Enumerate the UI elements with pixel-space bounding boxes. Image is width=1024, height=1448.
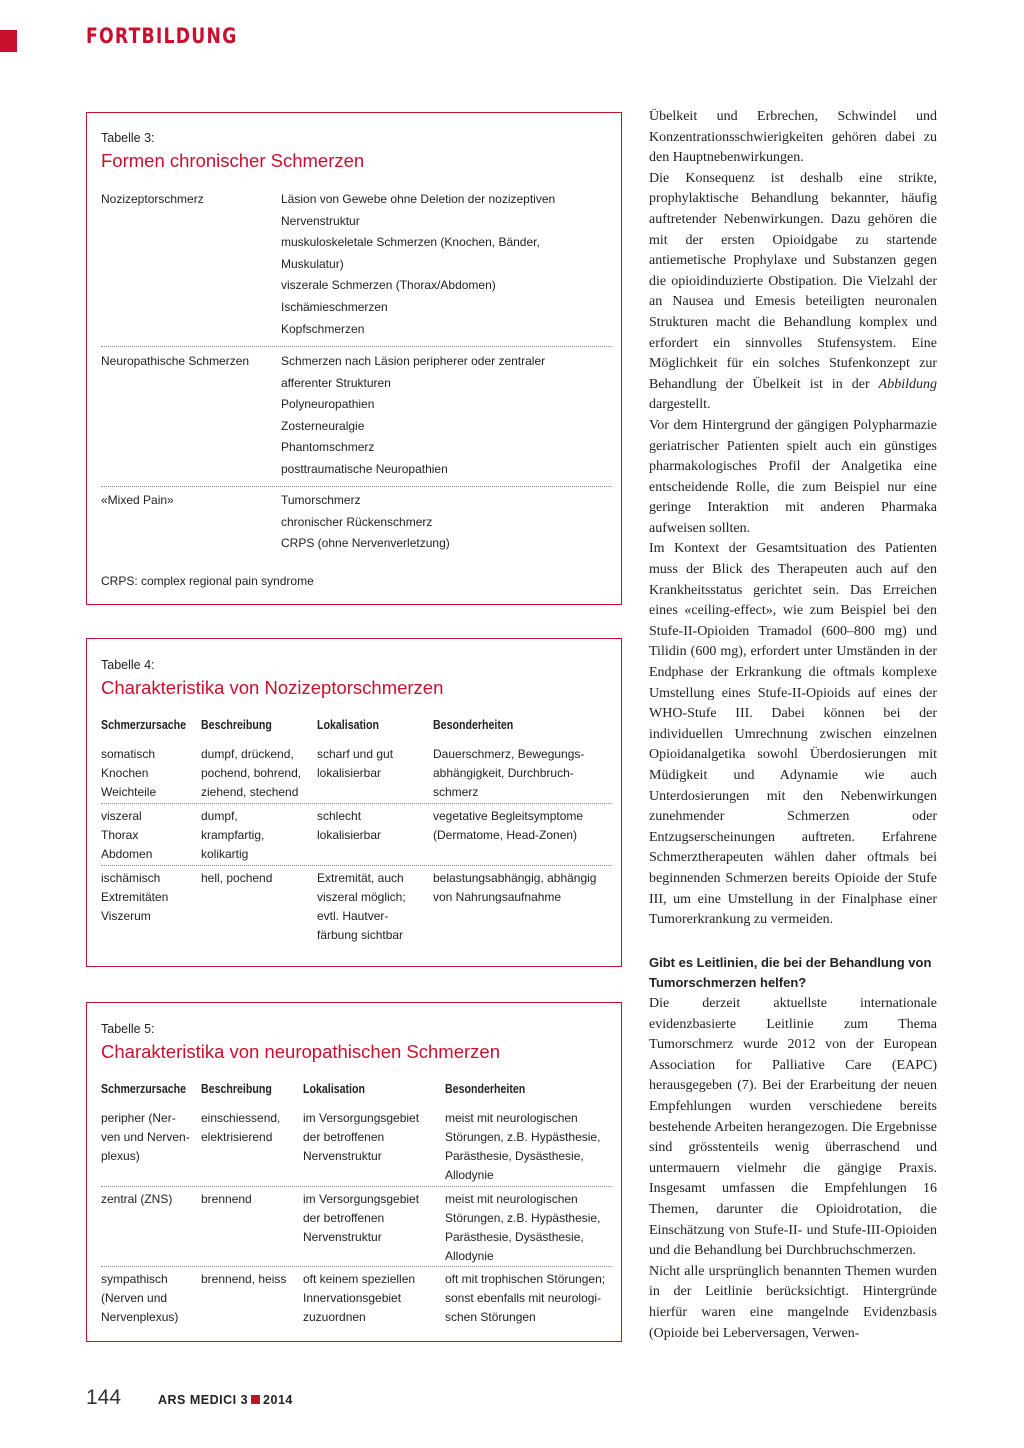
row-category: Nozizeptorschmerz xyxy=(101,192,204,206)
table-3-footnote: CRPS: complex regional pain syndrome xyxy=(101,574,314,588)
column-header: Beschreibung xyxy=(201,1082,272,1096)
cell-line: evtl. Hautver- xyxy=(317,909,389,923)
cell-line: schen Störungen xyxy=(445,1310,536,1324)
row-line: Polyneuropathien xyxy=(281,397,375,412)
cell-line: vegetative Begleitsymptome xyxy=(433,809,584,823)
column-header: Lokalisation xyxy=(303,1082,365,1096)
row-line: Schmerzen nach Läsion peripherer oder zentraler xyxy=(281,354,546,368)
table-4-box xyxy=(86,638,622,967)
cell-line: färbung sichtbar xyxy=(317,928,404,942)
cell-line: brennend, heiss xyxy=(201,1272,287,1286)
table-cell xyxy=(433,807,583,845)
cell-line: oft keinem speziellen xyxy=(303,1272,416,1286)
body-paragraph: Übelkeit und Erbrechen, Schwindel und Konzentrationsschwierigkeiten gehören dabei zu den Hauptnebenwirkungen. xyxy=(649,109,937,166)
table-3-box xyxy=(86,112,622,605)
cell-line: plexus) xyxy=(101,1149,140,1163)
cell-line: (Dermatome, Head-Zonen) xyxy=(433,828,578,842)
table-3-label: Tabelle 3: xyxy=(101,131,155,145)
table-cell xyxy=(303,1270,415,1327)
cell-line: Dauerschmerz, Bewegungs- xyxy=(433,747,585,761)
cell-line: Innervationsgebiet xyxy=(303,1291,402,1305)
cell-line: viszeral möglich; xyxy=(317,890,406,904)
table-cell xyxy=(201,1109,280,1147)
cell-line: Knochen xyxy=(101,766,149,780)
journal-name: ARS MEDICI 3 xyxy=(158,1393,249,1407)
separator-square xyxy=(251,1395,260,1404)
cell-line: somatisch xyxy=(101,747,156,761)
table-cell xyxy=(101,745,156,802)
cell-line: kolikartig xyxy=(201,847,249,861)
table-cell xyxy=(101,1190,172,1209)
section-subheading: Gibt es Leitlinien, die bei der Behandlung von Tumorschmerzen helfen? xyxy=(649,955,932,990)
row-line: afferenter Strukturen xyxy=(281,375,391,390)
row-lines xyxy=(281,189,555,340)
row-divider xyxy=(101,486,611,487)
cell-line: Thorax xyxy=(101,828,139,842)
cell-line: viszeral xyxy=(101,809,142,823)
row-divider xyxy=(101,803,611,804)
row-lines xyxy=(281,351,545,481)
section-marker xyxy=(0,30,17,52)
row-line: Tumorschmerz xyxy=(281,493,361,507)
table-cell xyxy=(445,1190,600,1266)
table-4-title: Charakteristika von Nozizeptorschmerzen xyxy=(101,677,444,698)
row-line: viszerale Schmerzen (Thorax/Abdomen) xyxy=(281,278,496,293)
table-cell xyxy=(445,1109,600,1185)
cell-line: zentral (ZNS) xyxy=(101,1192,173,1206)
table-cell xyxy=(101,807,152,864)
cell-line: Störungen, z.B. Hypästhesie, xyxy=(445,1211,601,1225)
cell-line: Parästhesie, Dysästhesie, xyxy=(445,1149,584,1163)
table-cell xyxy=(433,869,596,907)
body-paragraph: Im Kontext der Gesamtsituation des Patienten muss der Blick des Therapeuten auch auf den Krankheitsstatus gerichtet sein. Das Erreichen eines «ceiling-effect», wie zum Beispiel bei den Stufe-II-Opioiden Tramadol (600–800 mg) und Tilidin (600 mg), erfordert unter Umständen in der Endphase der Erkrankung die oftmals komplexe Umstellung eines Stufe-II-Opioids auf eines der WHO-Stufe III. Dabei können bei der individuellen Umrechnung zwischen einzelnen Opioidanalgetika sowohl Überdosierungen mit Müdigkeit und Adynamie wie auch Unterdosierungen mit den Nebenwirkungen zunehmender Schmerzen oder Entzugserscheinungen auftreten. Erfahrene Schmerztherapeuten wählen daher oftmals bei beginnenden Schmerzen bereits Opioide der Stufe III, um eine Umstellung in der Finalphase einer Tumorerkrankung zu vermeiden. xyxy=(649,541,937,928)
cell-line: brennend xyxy=(201,1192,252,1206)
table-5-label: Tabelle 5: xyxy=(101,1022,155,1036)
body-emphasis: Abbildung xyxy=(878,376,938,392)
row-category: Neuropathische Schmerzen xyxy=(101,354,250,368)
row-line: Zosterneuralgie xyxy=(281,418,365,433)
cell-line: Allodynie xyxy=(445,1168,494,1182)
body-column-upper xyxy=(649,107,937,931)
cell-line: der betroffenen xyxy=(303,1211,385,1225)
cell-line: ischämisch xyxy=(101,871,161,885)
row-line: Muskulatur) xyxy=(281,256,344,271)
cell-line: Störungen, z.B. Hypästhesie, xyxy=(445,1130,601,1144)
body-text-span: Die Konsequenz ist deshalb eine strikte, prophylaktische Behandlung bekannter, häufig auftretender Nebenwirkungen. Dazu gehören die mit der ersten Opioidgabe zu startende antiemetische Prophylaxe und Substanzen gegen die opioidinduzierte Obstipation. Die Vielzahl der an Nausea und Emesis beteiligten neuronalen Strukturen macht die Behandlung komplex und erfordert ein sinnvolles Stufensystem. Eine Möglichkeit für ein solches Stufenkonzept zur Behandlung der Übelkeit ist in der xyxy=(649,170,937,392)
cell-line: abhängigkeit, Durchbruch- xyxy=(433,766,574,780)
row-line: Kopfschmerzen xyxy=(281,321,365,336)
row-line: Nervenstruktur xyxy=(281,213,360,228)
row-lines xyxy=(281,490,450,555)
cell-line: einschiessend, xyxy=(201,1111,281,1125)
column-header: Besonderheiten xyxy=(445,1082,526,1096)
cell-line: Nervenplexus) xyxy=(101,1310,179,1324)
cell-line: scharf und gut xyxy=(317,747,394,761)
table-cell xyxy=(201,745,301,802)
row-divider xyxy=(101,1186,611,1187)
table-5-title: Charakteristika von neuropathischen Schmerzen xyxy=(101,1041,500,1062)
body-paragraph xyxy=(649,169,937,416)
table-cell xyxy=(201,1190,252,1209)
table-cell xyxy=(201,1270,286,1289)
cell-line: Weichteile xyxy=(101,785,157,799)
cell-line: Abdomen xyxy=(101,847,153,861)
cell-line: Parästhesie, Dysästhesie, xyxy=(445,1230,584,1244)
table-cell xyxy=(317,807,381,845)
table-cell xyxy=(445,1270,605,1327)
table-cell xyxy=(101,1270,178,1327)
body-paragraph: Die derzeit aktuellste internationale evidenzbasierte Leitlinie zum Thema Tumorschmerz wurde 2012 von der European Association for Palliative Care (EAPC) herausgegeben (7). Bei der Erarbeitung der neuen Empfehlungen wurden verschiedene bereits bestehende Arbeiten herangezogen. Die Ergebnisse sind grösstenteils wenig überraschend und untermauern vielmehr die gängige Praxis. Insgesamt umfassen die Empfehlungen 16 Themen, darunter die Opioidrotation, die Einschätzung von Stufe-II- und Stufe-III-Opioiden und die Behandlung bei Durchbruchschmerzen. xyxy=(649,996,937,1259)
cell-line: pochend, bohrend, xyxy=(201,766,302,780)
body-paragraph: Vor dem Hintergrund der gängigen Polypharmazie geriatrischer Patienten spielt auch ein günstiges pharmakologisches Profil der Analgetika eine entscheidende Rolle, die zum Beispiel nur eine geringe Interaktion mit anderen Pharmaka aufweisen sollten. xyxy=(649,417,937,536)
body-text-span: dargestellt. xyxy=(649,397,711,413)
table-5-box xyxy=(86,1002,622,1342)
cell-line: der betroffenen xyxy=(303,1130,385,1144)
table-3-title: Formen chronischer Schmerzen xyxy=(101,150,365,171)
row-line: posttraumatische Neuropathien xyxy=(281,461,448,476)
page-number: 144 xyxy=(86,1386,122,1409)
cell-line: krampfartig, xyxy=(201,828,265,842)
journal-footer xyxy=(158,1393,293,1407)
cell-line: Allodynie xyxy=(445,1249,494,1263)
cell-line: schmerz xyxy=(433,785,479,799)
table-cell xyxy=(101,1109,190,1166)
cell-line: Nervenstruktur xyxy=(303,1149,382,1163)
cell-line: hell, pochend xyxy=(201,871,273,885)
table-cell xyxy=(201,869,272,888)
table-cell xyxy=(317,745,393,783)
cell-line: schlecht xyxy=(317,809,362,823)
cell-line: dumpf, xyxy=(201,809,238,823)
row-line: Phantomschmerz xyxy=(281,440,375,455)
row-divider xyxy=(101,346,611,347)
cell-line: Extremitäten xyxy=(101,890,169,904)
cell-line: elektrisierend xyxy=(201,1130,273,1144)
cell-line: Extremität, auch xyxy=(317,871,404,885)
row-line: CRPS (ohne Nervenverletzung) xyxy=(281,536,450,551)
table-cell xyxy=(303,1109,419,1166)
cell-line: Nervenstruktur xyxy=(303,1230,382,1244)
cell-line: (Nerven und xyxy=(101,1291,168,1305)
column-header: Beschreibung xyxy=(201,718,272,732)
cell-line: ven und Nerven- xyxy=(101,1130,190,1144)
cell-line: peripher (Ner- xyxy=(101,1111,176,1125)
cell-line: im Versorgungsgebiet xyxy=(303,1192,420,1206)
cell-line: belastungsabhängig, abhängig xyxy=(433,871,597,885)
row-divider xyxy=(101,865,611,866)
cell-line: sonst ebenfalls mit neurologi- xyxy=(445,1291,602,1305)
table-cell xyxy=(101,869,168,926)
row-divider xyxy=(101,1266,611,1267)
row-line: Ischämieschmerzen xyxy=(281,299,388,314)
column-header: Lokalisation xyxy=(317,718,379,732)
row-line: chronischer Rückenschmerz xyxy=(281,514,433,529)
table-4-label: Tabelle 4: xyxy=(101,658,155,672)
cell-line: Viszerum xyxy=(101,909,151,923)
column-header: Schmerzursache xyxy=(101,1082,187,1096)
row-line: muskuloskeletale Schmerzen (Knochen, Bänder, xyxy=(281,235,540,250)
body-paragraph: Nicht alle ursprünglich benannten Themen wurden in der Leitlinie berücksichtigt. Hintergründe hierfür waren eine mangelnde Evidenzbasis (Opioide bei Leberversagen, Verwen- xyxy=(649,1263,937,1341)
cell-line: lokalisierbar xyxy=(317,828,382,842)
table-cell xyxy=(317,869,406,945)
cell-line: sympathisch xyxy=(101,1272,168,1286)
table-cell xyxy=(201,807,264,864)
cell-line: zuzuordnen xyxy=(303,1310,366,1324)
cell-line: lokalisierbar xyxy=(317,766,382,780)
table-cell xyxy=(433,745,584,802)
cell-line: von Nahrungsaufnahme xyxy=(433,890,562,904)
cell-line: dumpf, drückend, xyxy=(201,747,294,761)
table-cell xyxy=(303,1190,419,1247)
cell-line: meist mit neurologischen xyxy=(445,1111,578,1125)
column-header: Schmerzursache xyxy=(101,718,187,732)
cell-line: meist mit neurologischen xyxy=(445,1192,578,1206)
cell-line: oft mit trophischen Störungen; xyxy=(445,1272,606,1286)
row-line: Läsion von Gewebe ohne Deletion der nozizeptiven xyxy=(281,192,556,206)
cell-line: ziehend, stechend xyxy=(201,785,299,799)
journal-year: 2014 xyxy=(263,1393,293,1407)
section-title: FORTBILDUNG xyxy=(86,24,238,48)
cell-line: im Versorgungsgebiet xyxy=(303,1111,420,1125)
body-column-lower xyxy=(649,994,937,1344)
row-category: «Mixed Pain» xyxy=(101,493,174,507)
column-header: Besonderheiten xyxy=(433,718,514,732)
